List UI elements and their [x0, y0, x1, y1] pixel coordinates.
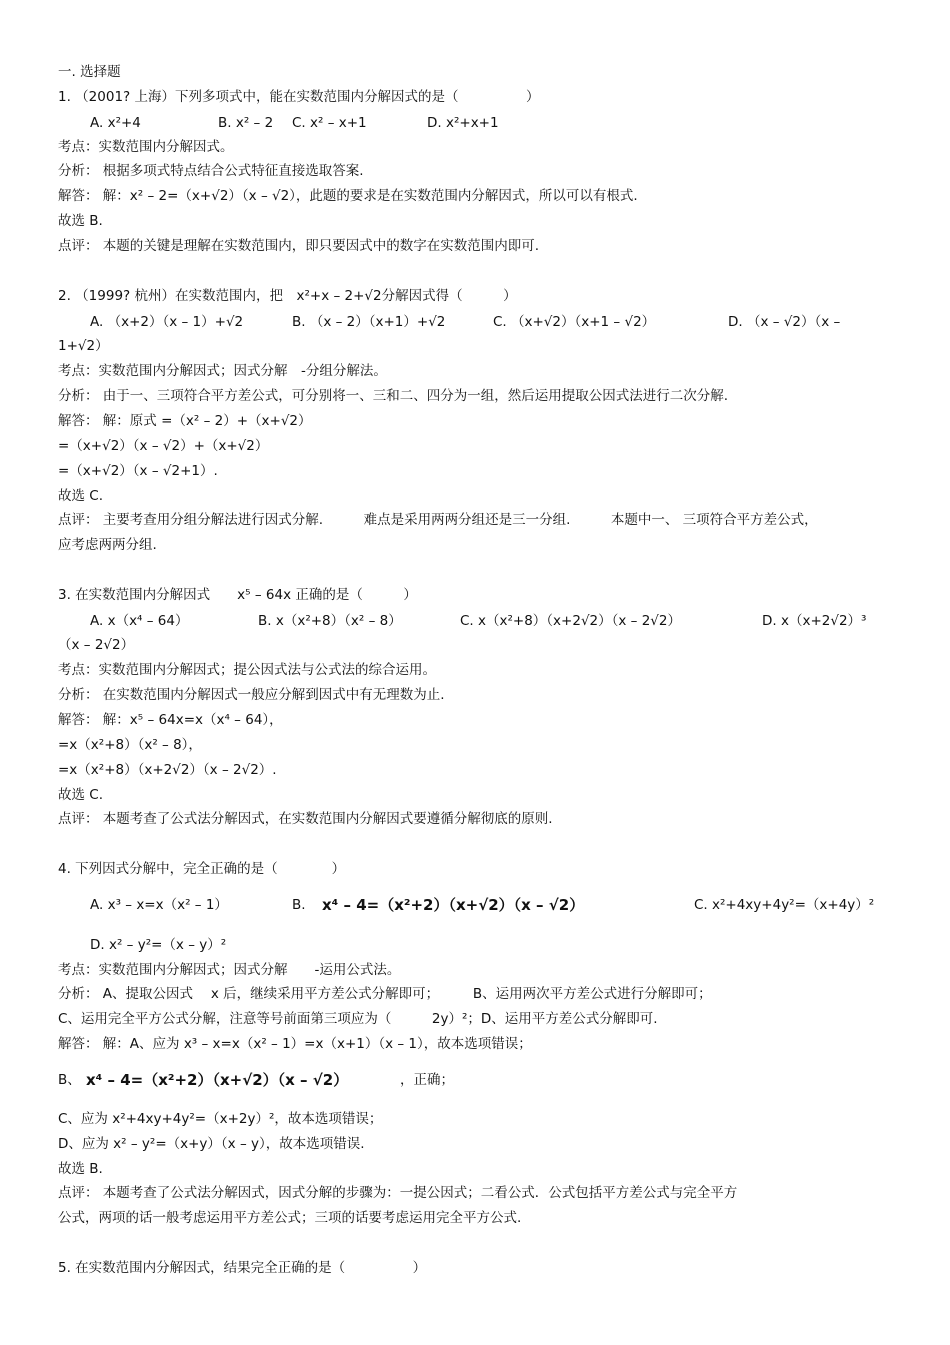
q4-fenxi-2: C、运用完全平方公式分解，注意等号前面第三项应为（ 2y）²；D、运用平方差公式分解即可. — [58, 1011, 658, 1027]
q2-dianping-1: 点评： 主要考查用分组分解法进行因式分解. 难点是采用两两分组还是三一分组. 本题中一、 三项符合平方差公式， — [58, 512, 818, 528]
q1-option-c: C. x² – x+1 — [292, 115, 367, 131]
q4-option-a: A. x³ – x=x（x² – 1） — [90, 897, 228, 913]
q3-jieda-1: 解答： 解：x⁵ – 64x=x（x⁴ – 64）， — [58, 712, 283, 728]
q5-stem: 5. 在实数范围内分解因式，结果完全正确的是（ ） — [58, 1260, 427, 1276]
q3-option-d: D. x（x+2√2）³ — [762, 613, 867, 629]
q4-kaodian: 考点：实数范围内分解因式；因式分解 -运用公式法。 — [58, 962, 401, 978]
q2-answer: 故选 C. — [58, 488, 104, 504]
q1-stem: 1. （2001? 上海）下列多项式中，能在实数范围内分解因式的是（ ） — [58, 89, 540, 105]
q1-option-b: B. x² – 2 — [218, 115, 274, 131]
q3-option-d-cont: （x – 2√2） — [58, 637, 135, 653]
q1-option-a: A. x²+4 — [90, 115, 141, 131]
q4-jieda-1: 解答： 解：A、应为 x³ – x=x（x² – 1）=x（x+1）（x – 1），故本选项错误； — [58, 1036, 532, 1052]
q3-option-c: C. x（x²+8）（x+2√2）（x – 2√2） — [460, 613, 681, 629]
q3-stem: 3. 在实数范围内分解因式 x⁵ – 64x 正确的是（ ） — [58, 587, 417, 603]
q2-fenxi: 分析： 由于一、三项符合平方差公式，可分别将一、三和二、四分为一组，然后运用提取公因式法进行二次分解. — [58, 388, 729, 404]
q3-option-a: A. x（x⁴ – 64） — [90, 613, 189, 629]
q1-fenxi: 分析： 根据多项式特点结合公式特征直接选取答案. — [58, 163, 364, 179]
q4-option-c: C. x²+4xy+4y²=（x+4y）² — [694, 897, 875, 913]
q1-jieda: 解答： 解：x² – 2=（x+√2）（x – √2），此题的要求是在实数范围内分解因式，所以可以有根式. — [58, 188, 638, 204]
q2-option-a: A. （x+2）（x – 1）+√2 — [90, 314, 244, 330]
q2-option-d-cont: 1+√2） — [58, 338, 109, 354]
q4-fenxi-1: 分析： A、提取公因式 x 后，继续采用平方差公式分解即可； B、运用两次平方差公式进行分解即可； — [58, 986, 712, 1002]
q1-answer: 故选 B. — [58, 213, 103, 229]
q4-option-b-expr: x⁴ – 4=（x²+2）（x+√2）（x – √2） — [322, 896, 585, 914]
q3-kaodian: 考点：实数范围内分解因式；提公因式法与公式法的综合运用。 — [58, 662, 436, 678]
q4-jieda-2-label: B、 — [58, 1072, 81, 1088]
q2-kaodian: 考点：实数范围内分解因式；因式分解 -分组分解法。 — [58, 363, 387, 379]
q2-option-b: B. （x – 2）（x+1）+√2 — [292, 314, 446, 330]
q4-jieda-2-expr: x⁴ – 4=（x²+2）（x+√2）（x – √2） — [86, 1071, 349, 1089]
q3-fenxi: 分析： 在实数范围内分解因式一般应分解到因式中有无理数为止. — [58, 687, 445, 703]
section-title: 一. 选择题 — [58, 64, 121, 80]
q3-answer: 故选 C. — [58, 787, 104, 803]
q4-dianping-2: 公式，两项的话一般考虑运用平方差公式；三项的话要考虑运用完全平方公式. — [58, 1210, 522, 1226]
q4-jieda-4: D、应为 x² – y²=（x+y）（x – y），故本选项错误. — [58, 1136, 365, 1152]
q4-jieda-2-tail: ，正确； — [400, 1072, 454, 1088]
q4-dianping-1: 点评： 本题考查了公式法分解因式，因式分解的步骤为：一提公因式；二看公式．公式包括平方差公式与完全平方 — [58, 1185, 738, 1201]
q3-jieda-2: =x（x²+8）（x² – 8）， — [58, 737, 202, 753]
q4-jieda-3: C、应为 x²+4xy+4y²=（x+2y）²，故本选项错误； — [58, 1111, 383, 1127]
q1-dianping: 点评： 本题的关键是理解在实数范围内，即只要因式中的数字在实数范围内即可. — [58, 238, 540, 254]
q4-option-b-label: B. — [292, 897, 306, 913]
q2-jieda-2: =（x+√2）（x – √2）+（x+√2） — [58, 438, 269, 454]
q4-option-d: D. x² – y²=（x – y）² — [90, 937, 227, 953]
q3-dianping: 点评： 本题考查了公式法分解因式，在实数范围内分解因式要遵循分解彻底的原则. — [58, 811, 553, 827]
q2-jieda-1: 解答： 解：原式 =（x² – 2）+（x+√2） — [58, 413, 312, 429]
q1-kaodian: 考点：实数范围内分解因式。 — [58, 139, 234, 155]
q2-stem: 2. （1999? 杭州）在实数范围内，把 x²+x – 2+√2分解因式得（ ） — [58, 288, 517, 304]
q2-dianping-2: 应考虑两两分组. — [58, 537, 157, 553]
q3-jieda-3: =x（x²+8）（x+2√2）（x – 2√2）. — [58, 762, 277, 778]
q2-option-d: D. （x – √2）（x – — [728, 314, 841, 330]
q4-stem: 4. 下列因式分解中，完全正确的是（ ） — [58, 861, 346, 877]
q3-option-b: B. x（x²+8）（x² – 8） — [258, 613, 402, 629]
q2-jieda-3: =（x+√2）（x – √2+1）. — [58, 463, 218, 479]
q2-option-c: C. （x+√2）（x+1 – √2） — [493, 314, 656, 330]
q4-answer: 故选 B. — [58, 1161, 103, 1177]
q1-option-d: D. x²+x+1 — [427, 115, 499, 131]
